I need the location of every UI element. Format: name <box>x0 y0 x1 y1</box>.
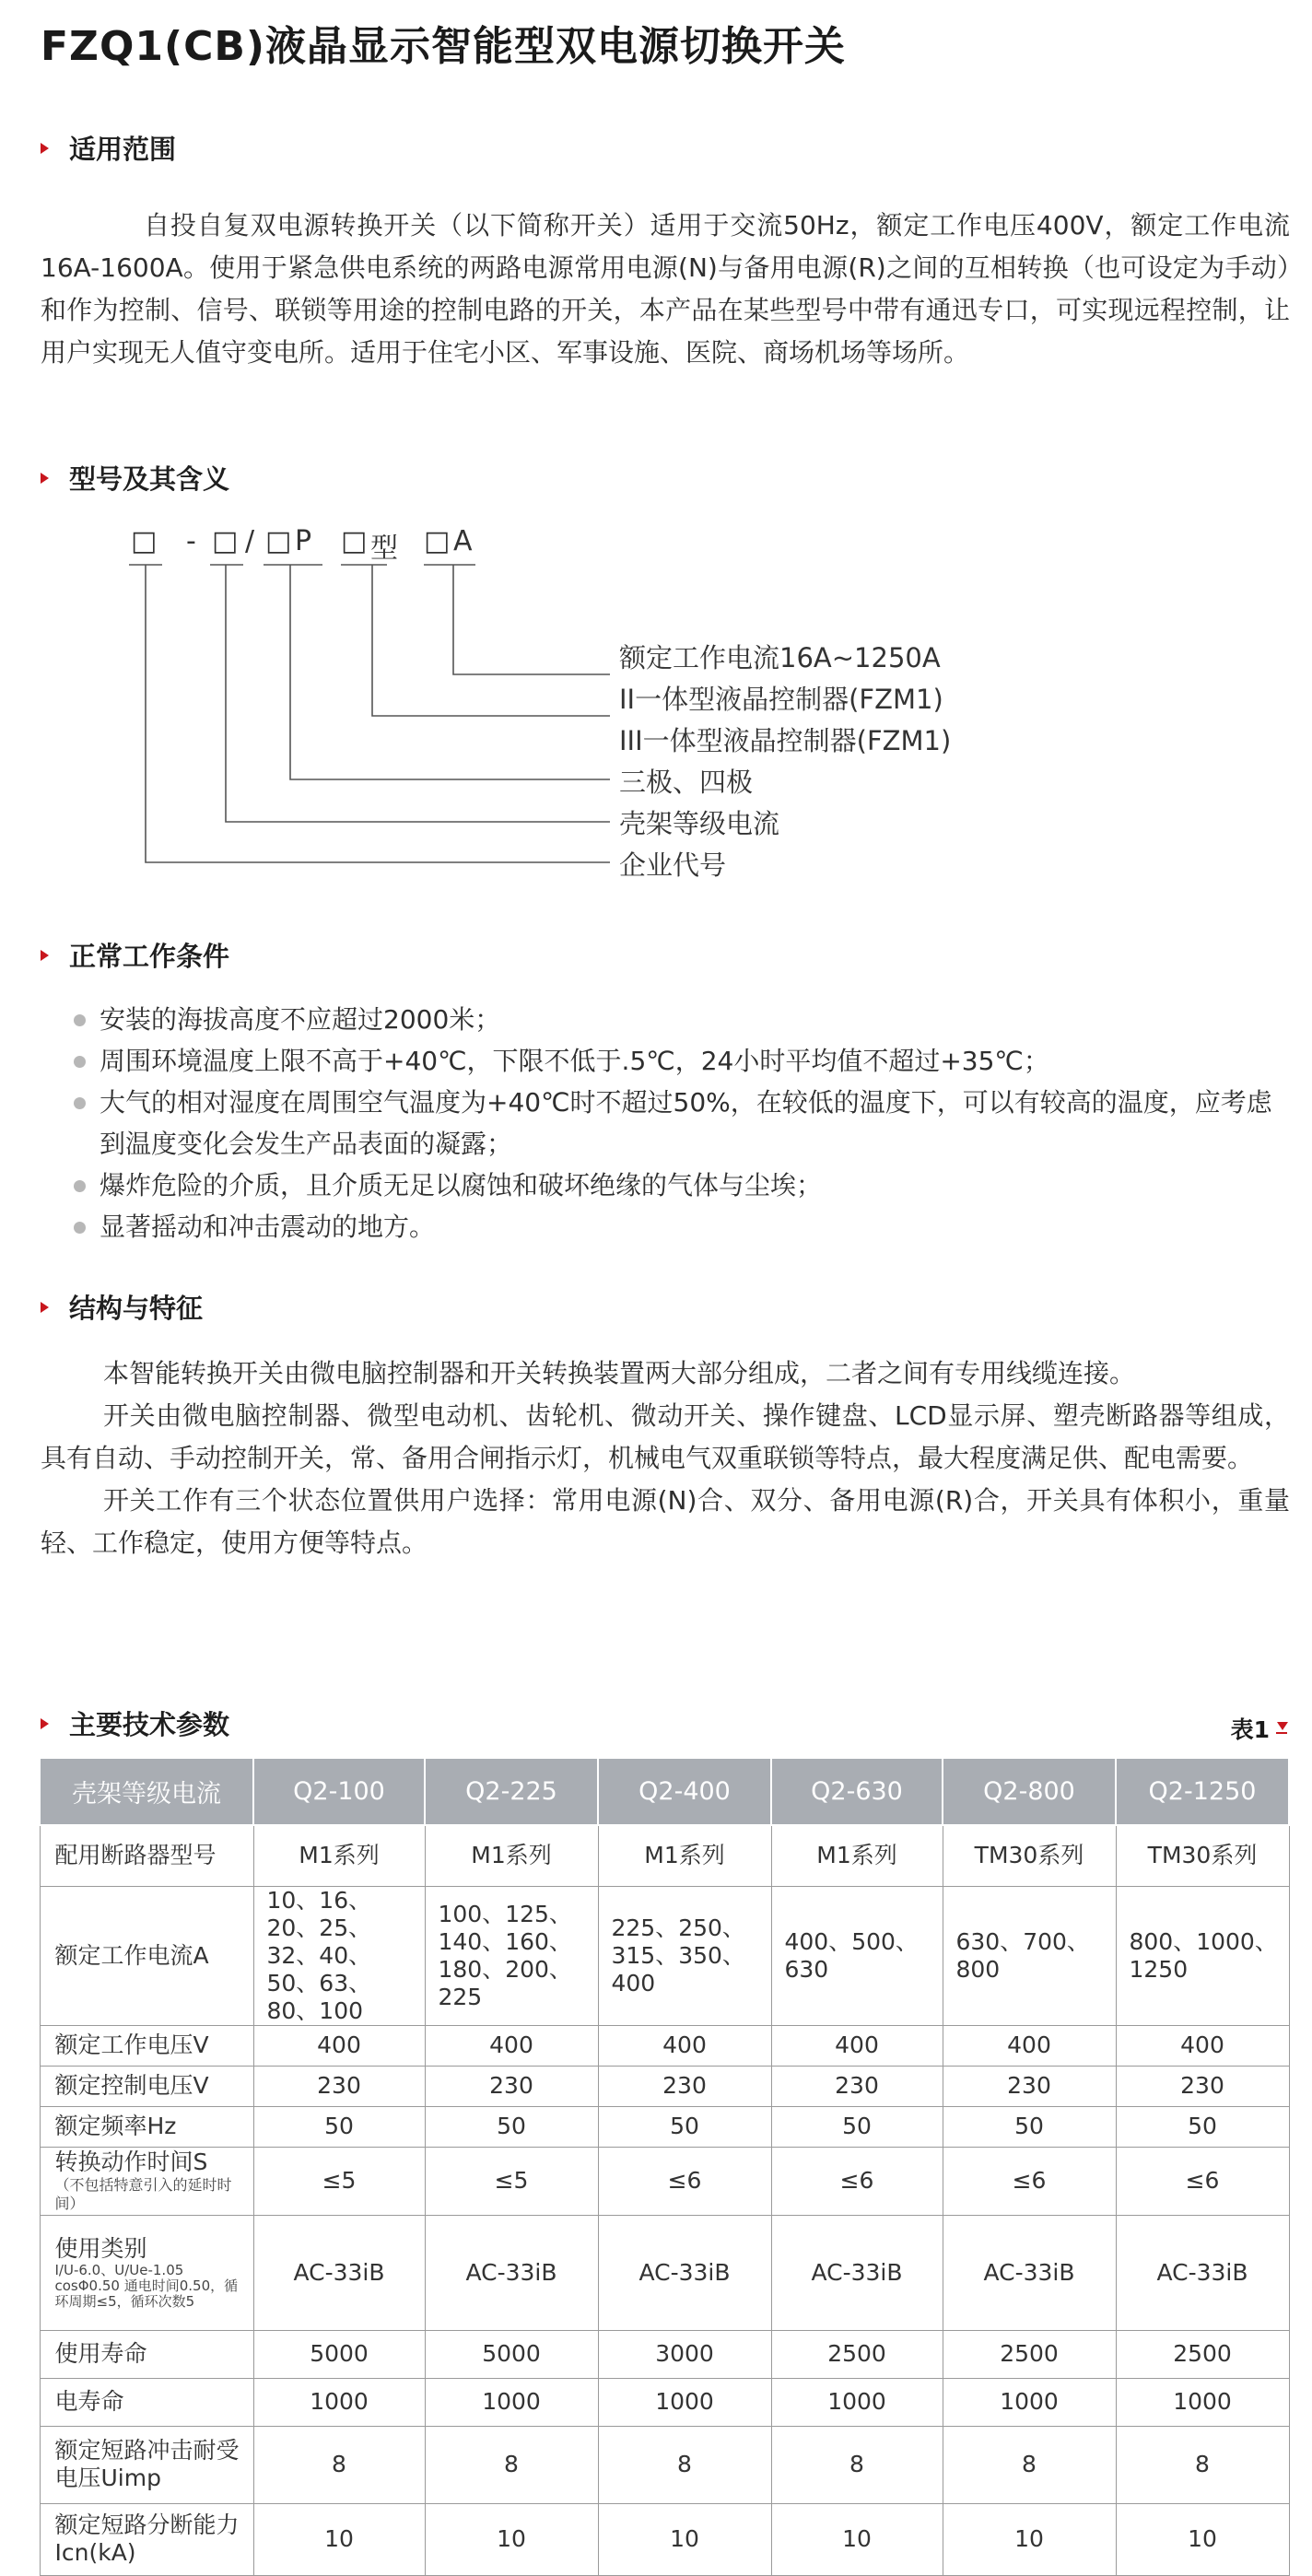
table-row <box>40 1886 1289 2025</box>
table-cell: 230 <box>598 2066 771 2106</box>
table-cell: 5000 <box>253 2330 425 2378</box>
table-cell: ≤6 <box>943 2147 1116 2215</box>
row-label: 额定短路分断能力Icn(kA) <box>54 2512 240 2566</box>
table-cell: 230 <box>425 2066 598 2106</box>
table-cell: 10 <box>253 2503 425 2575</box>
table-cell: TM30系列 <box>943 1825 1116 1886</box>
legend-frame-current: 壳架等级电流 <box>619 808 780 839</box>
row-label: 额定短路冲击耐受电压Uimp <box>54 2437 240 2491</box>
list-item: 大气的相对湿度在周围空气温度为+40℃时不超过50%，在较低的温度下，可以有较高的温度，应考虑到温度变化会发生产品表面的凝露； <box>70 1082 1290 1165</box>
list-item: 显著摇动和冲击震动的地方。 <box>70 1206 1290 1247</box>
row-header-cell <box>40 2215 253 2330</box>
table-cell: M1系列 <box>598 1825 771 1886</box>
legend-company-code: 企业代号 <box>619 849 727 881</box>
scope-paragraph <box>41 205 1290 374</box>
table-header-cell: Q2-800 <box>943 1758 1116 1825</box>
table-cell: 100、125、140、160、180、200、225 <box>425 1886 598 2025</box>
download-arrow-icon <box>1275 1720 1288 1737</box>
section-title: 适用范围 <box>69 134 177 165</box>
row-header-cell <box>40 2066 253 2106</box>
structure-text-1: 本智能转换开关由微电脑控制器和开关转换装置两大部分组成，二者之间有专用线缆连接。 <box>103 1358 1136 1388</box>
conditions-list <box>70 999 1290 1247</box>
section-heading-structure <box>41 1288 203 1326</box>
table-cell: 2500 <box>771 2330 943 2378</box>
table-cell: 2500 <box>1116 2330 1289 2378</box>
table-row <box>40 2330 1289 2378</box>
table-cell: AC-33iB <box>1116 2215 1289 2330</box>
table-cell: 50 <box>598 2106 771 2147</box>
table-label: 表1 <box>1230 1716 1270 1743</box>
table-cell: 1000 <box>253 2378 425 2426</box>
row-header-cell <box>40 2106 253 2147</box>
row-header-cell <box>40 2147 253 2215</box>
row-header-cell <box>40 2025 253 2066</box>
table-cell: 230 <box>943 2066 1116 2106</box>
table-cell: 1000 <box>943 2378 1116 2426</box>
table-cell: 10 <box>943 2503 1116 2575</box>
row-header-cell <box>40 1825 253 1886</box>
row-header-cell <box>40 2503 253 2575</box>
row-sublabel: （不包括特意引入的延时时间） <box>54 2176 232 2212</box>
table-cell: 8 <box>771 2426 943 2503</box>
structure-text-3: 开关工作有三个状态位置供用户选择：常用电源(N)合、双分、备用电源(R)合，开关具有体积小，重量轻、工作稳定，使用方便等特点。 <box>41 1485 1290 1558</box>
table-cell: M1系列 <box>771 1825 943 1886</box>
table-cell: 1000 <box>598 2378 771 2426</box>
table-cell: 8 <box>425 2426 598 2503</box>
code-box-1: □ <box>131 525 158 557</box>
table-cell: ≤6 <box>771 2147 943 2215</box>
row-label: 额定控制电压V <box>54 2072 209 2099</box>
list-item: 周围环境温度上限不高于+40℃，下限不低于.5℃，24小时平均值不超过+35℃； <box>70 1040 1290 1082</box>
code-box-2: □ <box>212 525 239 557</box>
table-cell: 230 <box>253 2066 425 2106</box>
table-header-row <box>40 1758 1289 1825</box>
section-title: 主要技术参数 <box>69 1709 230 1740</box>
row-label: 转换动作时间S <box>54 2149 208 2175</box>
row-label: 配用断路器型号 <box>54 1842 217 1869</box>
table-cell: TM30系列 <box>1116 1825 1289 1886</box>
row-label: 使用类别 <box>54 2235 147 2262</box>
table-cell: 5000 <box>425 2330 598 2378</box>
table-row <box>40 2066 1289 2106</box>
table-cell: 400 <box>771 2025 943 2066</box>
row-label: 使用寿命 <box>54 2340 147 2367</box>
section-heading-conditions <box>41 936 229 974</box>
code-box-3: □ <box>265 525 292 557</box>
scope-text: 自投自复双电源转换开关（以下简称开关）适用于交流50Hz，额定工作电压400V，额定工作电流16A-1600A。使用于紧急供电系统的两路电源常用电源(N)与备用电源(R)之间的互相转换（也可设定为手动）和作为控制、信号、联锁等用途的控制电路的开关，本产品在某些型号中带有通迅专口，可实现远程控制，让用户实现无人值守变电所。适用于住宅小区、军事设施、医院、商场机场等场所。 <box>41 210 1290 368</box>
table-cell: 1000 <box>1116 2378 1289 2426</box>
code-a: A <box>453 525 473 557</box>
table-cell: 10 <box>1116 2503 1289 2575</box>
table-cell: AC-33iB <box>943 2215 1116 2330</box>
table-row <box>40 2106 1289 2147</box>
table-cell: 50 <box>425 2106 598 2147</box>
table-row <box>40 2147 1289 2215</box>
table-header-cell: Q2-630 <box>771 1758 943 1825</box>
legend-ii-controller: II一体型液晶控制器(FZM1) <box>619 684 943 715</box>
table-header-cell: Q2-400 <box>598 1758 771 1825</box>
table-cell: 10、16、20、25、32、40、50、63、80、100 <box>253 1886 425 2025</box>
table-cell: AC-33iB <box>425 2215 598 2330</box>
section-title: 结构与特征 <box>69 1293 204 1324</box>
section-heading-params <box>41 1704 229 1742</box>
table-header-cell: Q2-100 <box>253 1758 425 1825</box>
table-cell: ≤5 <box>253 2147 425 2215</box>
table-cell: 50 <box>771 2106 943 2147</box>
legend-poles: 三极、四极 <box>619 767 754 798</box>
table-cell: M1系列 <box>253 1825 425 1886</box>
page-title: FZQ1(CB)液晶显示智能型双电源切换开关 <box>41 23 847 70</box>
table-cell: M1系列 <box>425 1825 598 1886</box>
code-box-4: □ <box>341 525 368 557</box>
triangle-bullet-icon <box>41 1718 51 1728</box>
table-cell: 225、250、315、350、400 <box>598 1886 771 2025</box>
list-item: 安装的海拔高度不应超过2000米； <box>70 999 1290 1040</box>
table-number <box>1231 1712 1288 1745</box>
table-cell: AC-33iB <box>253 2215 425 2330</box>
table-cell: ≤6 <box>598 2147 771 2215</box>
table-row <box>40 2215 1289 2330</box>
table-cell: 8 <box>598 2426 771 2503</box>
section-heading-scope <box>41 129 176 167</box>
table-row <box>40 2426 1289 2503</box>
row-header-cell <box>40 2378 253 2426</box>
row-sublabel: I/U-6.0、U/Ue-1.05 cosΦ0.50 通电时间0.50，循环周期≤5，循环次数5 <box>54 2262 239 2310</box>
row-label: 额定工作电压V <box>54 2032 209 2058</box>
code-p: P <box>295 525 312 557</box>
table-cell: 400 <box>598 2025 771 2066</box>
code-dash: - <box>186 525 196 557</box>
legend-current: 额定工作电流16A~1250A <box>619 642 941 673</box>
table-cell: ≤6 <box>1116 2147 1289 2215</box>
table-cell: 400 <box>1116 2025 1289 2066</box>
table-header-cell: 壳架等级电流 <box>40 1758 253 1825</box>
table-cell: 2500 <box>943 2330 1116 2378</box>
table-cell: 630、700、800 <box>943 1886 1116 2025</box>
triangle-bullet-icon <box>41 143 51 153</box>
table-cell: 8 <box>1116 2426 1289 2503</box>
table-cell: 8 <box>943 2426 1116 2503</box>
table-cell: 50 <box>1116 2106 1289 2147</box>
table-cell: 1000 <box>771 2378 943 2426</box>
code-slash: / <box>245 525 255 557</box>
table-cell: 400 <box>425 2025 598 2066</box>
table-cell: AC-33iB <box>771 2215 943 2330</box>
section-heading-model <box>41 459 229 497</box>
structure-paragraphs <box>41 1352 1290 1564</box>
triangle-bullet-icon <box>41 950 51 960</box>
table-cell: 50 <box>253 2106 425 2147</box>
table-cell: 230 <box>1116 2066 1289 2106</box>
triangle-bullet-icon <box>41 1302 51 1312</box>
section-title: 型号及其含义 <box>69 463 230 495</box>
table-cell: 10 <box>425 2503 598 2575</box>
structure-text-2: 开关由微电脑控制器、微型电动机、齿轮机、微动开关、操作键盘、LCD显示屏、塑壳断路器等组成，具有自动、手动控制开关，常、备用合闸指示灯，机械电气双重联锁等特点，最大程度满足供、配电需要。 <box>41 1400 1290 1473</box>
code-box-5: □ <box>424 525 451 557</box>
table-row <box>40 2503 1289 2575</box>
legend-iii-controller: III一体型液晶控制器(FZM1) <box>619 725 952 756</box>
row-label: 额定工作电流A <box>54 1941 209 1969</box>
table-cell: 400、500、630 <box>771 1886 943 2025</box>
table-row <box>40 1825 1289 1886</box>
table-header-cell: Q2-1250 <box>1116 1758 1289 1825</box>
table-cell: 800、1000、1250 <box>1116 1886 1289 2025</box>
table-cell: 10 <box>771 2503 943 2575</box>
table-cell: 400 <box>943 2025 1116 2066</box>
row-label: 电寿命 <box>54 2388 124 2415</box>
section-title: 正常工作条件 <box>69 941 230 972</box>
list-item: 爆炸危险的介质，且介质无足以腐蚀和破坏绝缘的气体与尘埃； <box>70 1165 1290 1206</box>
table-cell: 3000 <box>598 2330 771 2378</box>
table-cell: ≤5 <box>425 2147 598 2215</box>
table-row <box>40 2378 1289 2426</box>
code-xing: 型 <box>370 533 398 565</box>
row-header-cell <box>40 1886 253 2025</box>
table-cell: 10 <box>598 2503 771 2575</box>
row-label: 额定频率Hz <box>54 2113 177 2139</box>
table-cell: 230 <box>771 2066 943 2106</box>
table-cell: AC-33iB <box>598 2215 771 2330</box>
row-header-cell <box>40 2330 253 2378</box>
table-cell: 400 <box>253 2025 425 2066</box>
spec-table <box>39 1757 1290 2576</box>
table-header-cell: Q2-225 <box>425 1758 598 1825</box>
table-cell: 1000 <box>425 2378 598 2426</box>
triangle-bullet-icon <box>41 473 51 483</box>
table-cell: 50 <box>943 2106 1116 2147</box>
table-row <box>40 2025 1289 2066</box>
row-header-cell <box>40 2426 253 2503</box>
table-cell: 8 <box>253 2426 425 2503</box>
